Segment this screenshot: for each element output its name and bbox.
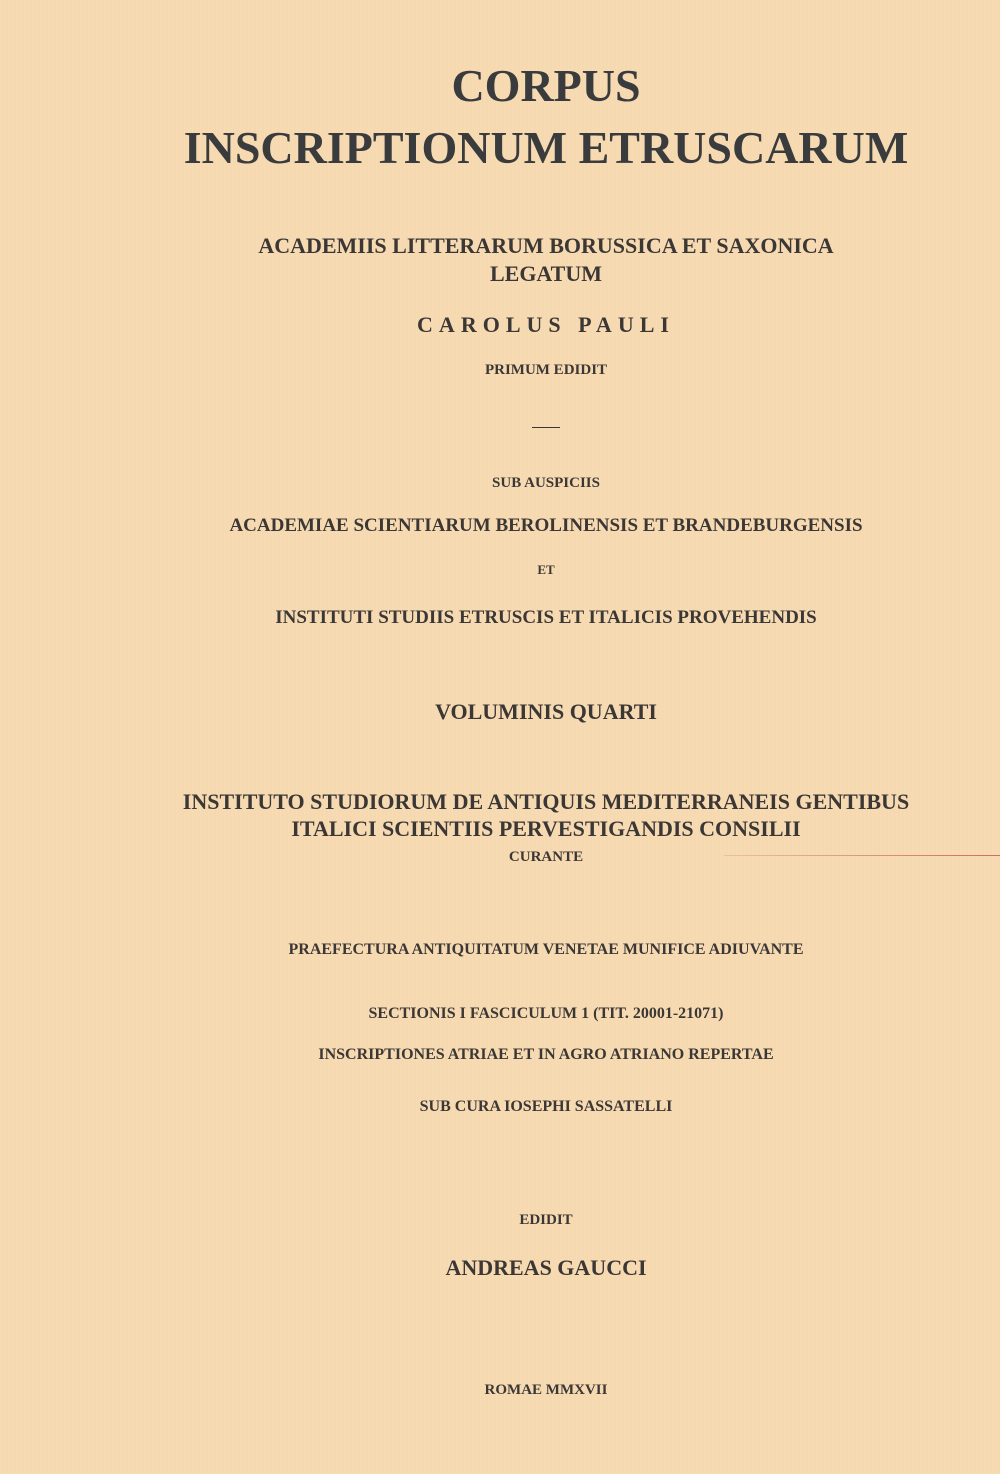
auspices-conjunction: ET	[537, 562, 555, 577]
volume-label: VOLUMINIS QUARTI	[435, 699, 657, 724]
series-title-line-1: CORPUS	[451, 60, 641, 111]
red-margin-rule	[724, 855, 1000, 856]
section-line: SECTIONIS I FASCICULUM 1 (TIT. 20001-21071)	[368, 1005, 724, 1022]
first-editor-name: CAROLUS PAULI	[417, 312, 675, 337]
series-title-line-2: INSCRIPTIONUM ETRUSCARUM	[183, 122, 909, 173]
academies-line-1: ACADEMIIS LITTERARUM BORUSSICA ET SAXONICA	[258, 233, 834, 258]
patron-line: PRAEFECTURA ANTIQUITATUM VENETAE MUNIFICE ADIUVANTE	[288, 941, 804, 958]
curator-line-2: ITALICI SCIENTIIS PERVESTIGANDIS CONSILII	[291, 816, 801, 841]
academies-line-2: LEGATUM	[489, 261, 603, 286]
curator-line-1: INSTITUTO STUDIORUM DE ANTIQUIS MEDITERRANEIS GENTIBUS	[182, 789, 910, 814]
imprint: ROMAE MMXVII	[484, 1382, 608, 1398]
curator-line-3: CURANTE	[508, 849, 584, 865]
auspices-institution-2: INSTITUTI STUDIIS ETRUSCIS ET ITALICIS PROVEHENDIS	[275, 607, 817, 628]
editor-name: ANDREAS GAUCCI	[445, 1255, 647, 1280]
first-editor-role: PRIMUM EDIDIT	[484, 362, 608, 378]
divider-dash	[532, 427, 560, 428]
editor-label: EDIDIT	[519, 1212, 573, 1228]
auspices-label: SUB AUSPICIIS	[492, 475, 600, 491]
sub-cura-line: SUB CURA IOSEPHI SASSATELLI	[419, 1098, 673, 1115]
auspices-institution-1: ACADEMIAE SCIENTIARUM BEROLINENSIS ET BRANDEBURGENSIS	[229, 515, 863, 536]
inscriptions-line: INSCRIPTIONES ATRIAE ET IN AGRO ATRIANO REPERTAE	[318, 1046, 774, 1063]
